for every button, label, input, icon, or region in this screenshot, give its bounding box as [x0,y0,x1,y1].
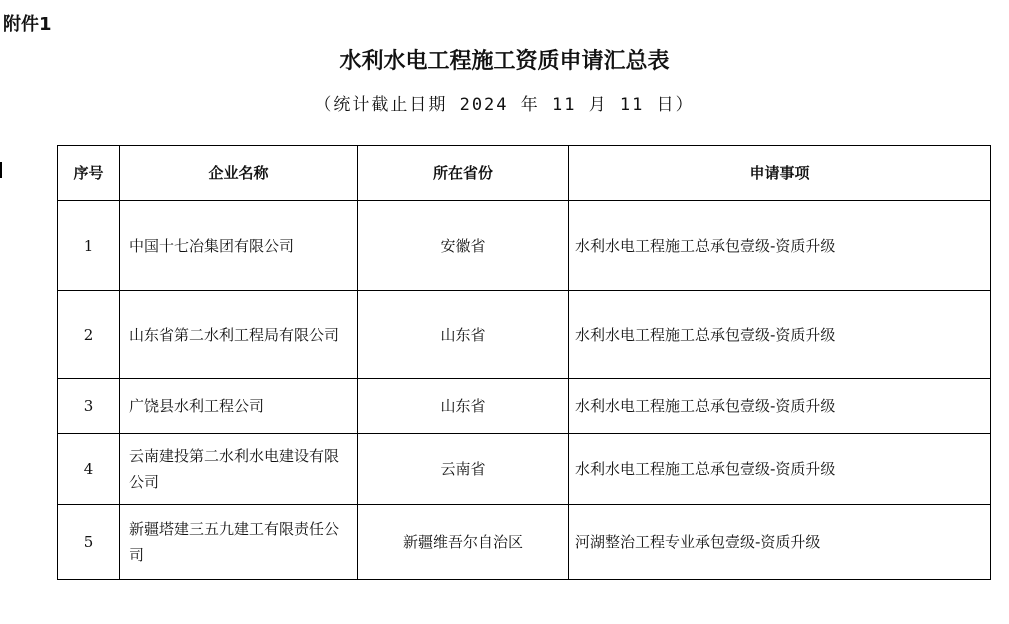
document-subtitle: （统计截止日期 2024 年 11 月 11 日） [314,95,695,115]
row-number: 3 [58,379,120,434]
row-number: 4 [58,434,120,505]
table-row [58,201,991,291]
province: 山东省 [358,379,569,434]
company-name: 山东省第二水利工程局有限公司 [120,291,358,379]
application-item: 水利水电工程施工总承包壹级-资质升级 [569,434,991,505]
table-header-row [58,146,991,201]
application-item: 水利水电工程施工总承包壹级-资质升级 [569,201,991,291]
table-row [58,379,991,434]
column-header-item: 申请事项 [569,146,991,201]
column-header-no: 序号 [58,146,120,201]
margin-mark [0,162,2,178]
row-number: 1 [58,201,120,291]
company-name: 新疆塔建三五九建工有限责任公司 [120,505,358,580]
document-title: 水利水电工程施工资质申请汇总表 [339,49,670,74]
summary-table [57,145,991,580]
table-row [58,434,991,505]
table-row [58,291,991,379]
province: 云南省 [358,434,569,505]
province: 山东省 [358,291,569,379]
company-name: 广饶县水利工程公司 [120,379,358,434]
table-row [58,505,991,580]
company-name: 中国十七冶集团有限公司 [120,201,358,291]
application-item: 河湖整治工程专业承包壹级-资质升级 [569,505,991,580]
column-header-province: 所在省份 [358,146,569,201]
column-header-company: 企业名称 [120,146,358,201]
row-number: 2 [58,291,120,379]
province: 新疆维吾尔自治区 [358,505,569,580]
company-name: 云南建投第二水利水电建设有限公司 [120,434,358,505]
application-item: 水利水电工程施工总承包壹级-资质升级 [569,379,991,434]
row-number: 5 [58,505,120,580]
attachment-label: 附件1 [3,14,52,35]
province: 安徽省 [358,201,569,291]
application-item: 水利水电工程施工总承包壹级-资质升级 [569,291,991,379]
